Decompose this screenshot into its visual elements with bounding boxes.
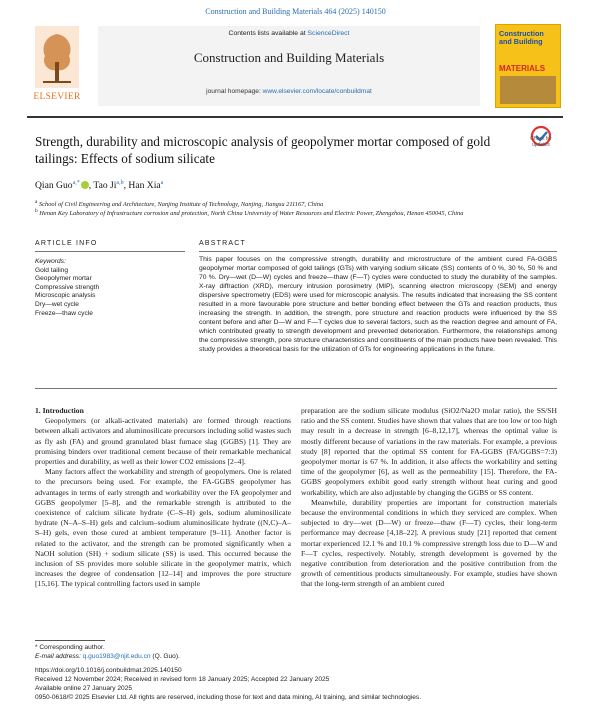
affiliation-sup: a: [35, 199, 38, 205]
keyword: Compressive strength: [35, 283, 100, 291]
abstract-heading: ABSTRACT: [199, 240, 246, 247]
author-name[interactable]: Han Xia: [128, 180, 161, 192]
cover-title: [499, 30, 557, 46]
header-rule: [27, 116, 563, 118]
affiliation-sup: b: [35, 208, 38, 214]
body-column-right: [301, 406, 557, 590]
keyword: Geopolymer mortar: [35, 275, 92, 283]
copyright: 0950-0618/© 2025 Elsevier Ltd. All rights are reserved, including those for text and data mining, AI training, and similar technologies.: [35, 694, 422, 701]
author-list: Qian Guo$^{a,*}$ , Tao Ji$^{a,b}$, Han Xia$^a$: [35, 180, 164, 192]
available-online: Available online 27 January 2025: [35, 685, 133, 692]
elsevier-tree-icon: [35, 26, 79, 88]
contents-prefix: Contents lists available at: [228, 30, 308, 37]
received-dates: Received 12 November 2024; Received in revised form 18 January 2025; Accepted 22 January 2025: [35, 676, 330, 683]
affiliation: [35, 207, 555, 218]
cover-materials: MATERIALS: [499, 64, 546, 73]
homepage-link[interactable]: www.elsevier.com/locate/conbuildmat: [262, 88, 372, 95]
journal-reference[interactable]: Construction and Building Materials 464 (2025) 140150: [205, 7, 386, 16]
check-for-updates-label[interactable]: Check for updates: [530, 136, 552, 148]
body-paragraph: Many factors affect the workability and strength of geopolymers. One is related to the precursors being used. For example, the FA-GGBS geopolymer has advantages in terms of early strength and workability over the FA geopolymer and GGBS geopolymer [5–8], and the remarkable strength is attributed to the coexistence of calcium silicate hydrate (C–S–H) gels, sodium aluminosilicate hydrate (N–A–S–H) gels and calcium–sodium aluminosilicate hydrate ((N,C)–A–S–H) gels, even those cured at ambient temperature [9–11]. Another factor is related to the activator, and the strength can be promoted significantly when a NaOH solution (SH) + sodium silicate (SS) is used. This occurred because the inclusion of SS provides more soluble silicate in the geopolymer matrix, which increases the degree of condensation [12–14] and improves the pore structure [15,16]. The typical controlling factors used in sample: [35, 467, 291, 589]
author-name[interactable]: Qian Guo: [35, 180, 73, 192]
abstract-text: This paper focuses on the compressive strength, durability and microstructure of the ambient cured FA-GGBS geopolymer mortar composed of gold tailings (GTs) with varying sodium silicate (SS) contents of 0 %, 30 %, 50 % and 70 %. Dry—wet (D—W) cycles and freeze—thaw (F—T) cycles were conducted to study the durability of the samples. X-ray diffraction (XRD), mercury intrusion porosimetry (MIP), scanning electron microscopy (SEM) and energy dispersive spectrometry (EDS) were used for microscopic analysis. The results indicated that increasing the SS content resulted in a more favourable pore structure and better bonding effect between the GTs and reaction products, thus increasing the strength. In addition, the strength, pore structure and reaction products were influenced by the SS content before and after D—W and F—T cycles due to several factors, such as the reaction degree and amount of FA, which contributed greatly to strength development and prevented deterioration. Furthermore, the relationships among the compressive strength, pore structure characteristics and constituents of the main products have been revealed. This study provides a theoretical basis for the utilization of GTs for engineering applications in the future.: [199, 256, 557, 353]
keyword: Gold tailing: [35, 266, 68, 274]
publisher-name: ELSEVIER: [33, 92, 81, 102]
body-paragraph: Geopolymers (or alkali-activated materials) are formed through reactions between alkali activators and aluminosilicate precursors including solid wastes such as fly ash (FA) and ground granulated blast furnace slag (GGBS) [1]. They are promising binders over traditional cement because of their remarkable mechanical properties and durability, as well as their lower CO2 emissions [2–4].: [35, 416, 291, 467]
affiliation-text: Henan Key Laboratory of Infrastructure corrosion and protection, North China University of Water Resources and Electric Power, Zhengzhou, Henan 450045, China: [39, 210, 464, 218]
sciencedirect-link[interactable]: ScienceDirect: [307, 30, 350, 37]
orcid-icon[interactable]: [81, 181, 89, 189]
body-column-left: [35, 406, 291, 590]
email-link[interactable]: q.guo1983@njit.edu.cn: [82, 653, 151, 660]
journal-homepage: [98, 88, 480, 95]
cover-image: [500, 76, 556, 104]
author-name[interactable]: Tao Ji: [93, 180, 117, 192]
cover-line-2: and Building: [499, 37, 543, 46]
abstract-rule: [199, 251, 557, 252]
corresponding-note: * Corresponding author.: [35, 644, 105, 651]
email-line: [35, 653, 180, 660]
keyword: Dry—wet cycle: [35, 300, 79, 308]
author-sup: a: [160, 180, 164, 186]
keyword: Microscopic analysis: [35, 292, 96, 300]
article-title: Strength, durability and microscopic analysis of geopolymer mortar composed of gold tailings: Effects of sodium silicate: [35, 134, 491, 166]
keywords-heading: Keywords:: [35, 258, 66, 265]
journal-title: Construction and Building Materials: [193, 50, 385, 65]
keywords-block: [35, 258, 185, 318]
doi-link[interactable]: https://doi.org/10.1016/j.conbuildmat.2025.140150: [35, 667, 182, 674]
cover-line-1: Construction: [499, 29, 544, 38]
footnote-rule: [35, 640, 105, 641]
affiliation-text: School of Civil Engineering and Architecture, Nanjing Institute of Technology, Nanjing, Jiangsu 211167, China: [38, 201, 324, 209]
body-paragraph: preparation are the sodium silicate modulus (SiO2/Na2O molar ratio), the SS/SH ratio and the SS content. Studies have shown that values that are too low or too high may result in a decrease in strength [6–8,12,17], whereas the optimal value is mostly different because of variations in the raw materials. For example, a previous study [8] reported that the optimal SS content for FA-GGBS (FA/GGBS=7:3) geopolymer mortar is 67 %. In addition, it also affects the workability and setting time of the geopolymer [6], as well as the permeability [15]. Therefore, the FA-GGBS geopolymers exhibit good early strength without heat curing and good workability, which are also adjustable by changing the GGBS or SS content.: [301, 406, 557, 497]
homepage-prefix: journal homepage:: [206, 88, 263, 95]
email-label: E-mail address:: [35, 653, 83, 660]
author-sup: a,b: [116, 180, 124, 186]
section-rule: [35, 388, 557, 389]
body-paragraph: Meanwhile, durability properties are important for construction materials because the environmental conditions in which they serviced are complex. When subjected to dry—wet (D—W) or freeze—thaw (F—T) cycles, their long-term performance may decrease [4,18–22]. A previous study [21] reported that cement mortar experienced 12.1 % and 10.1 % compressive strength loss due to D—W and F—T cycles, respectively. Notably, strength development is governed by the negative contribution from deterioration and the positive contribution from the growth of cementitious products simultaneously. For example, studies have shown that the long-term strength of an ambient cured: [301, 497, 557, 589]
article-info-heading: ARTICLE INFO: [35, 240, 98, 247]
keyword: Freeze—thaw cycle: [35, 309, 93, 317]
contents-line: [98, 30, 480, 37]
email-suffix: (Q. Guo).: [150, 653, 180, 660]
section-heading: 1. Introduction: [35, 406, 84, 415]
author-sup: a,*: [72, 180, 80, 186]
article-info-rule: [35, 251, 185, 252]
